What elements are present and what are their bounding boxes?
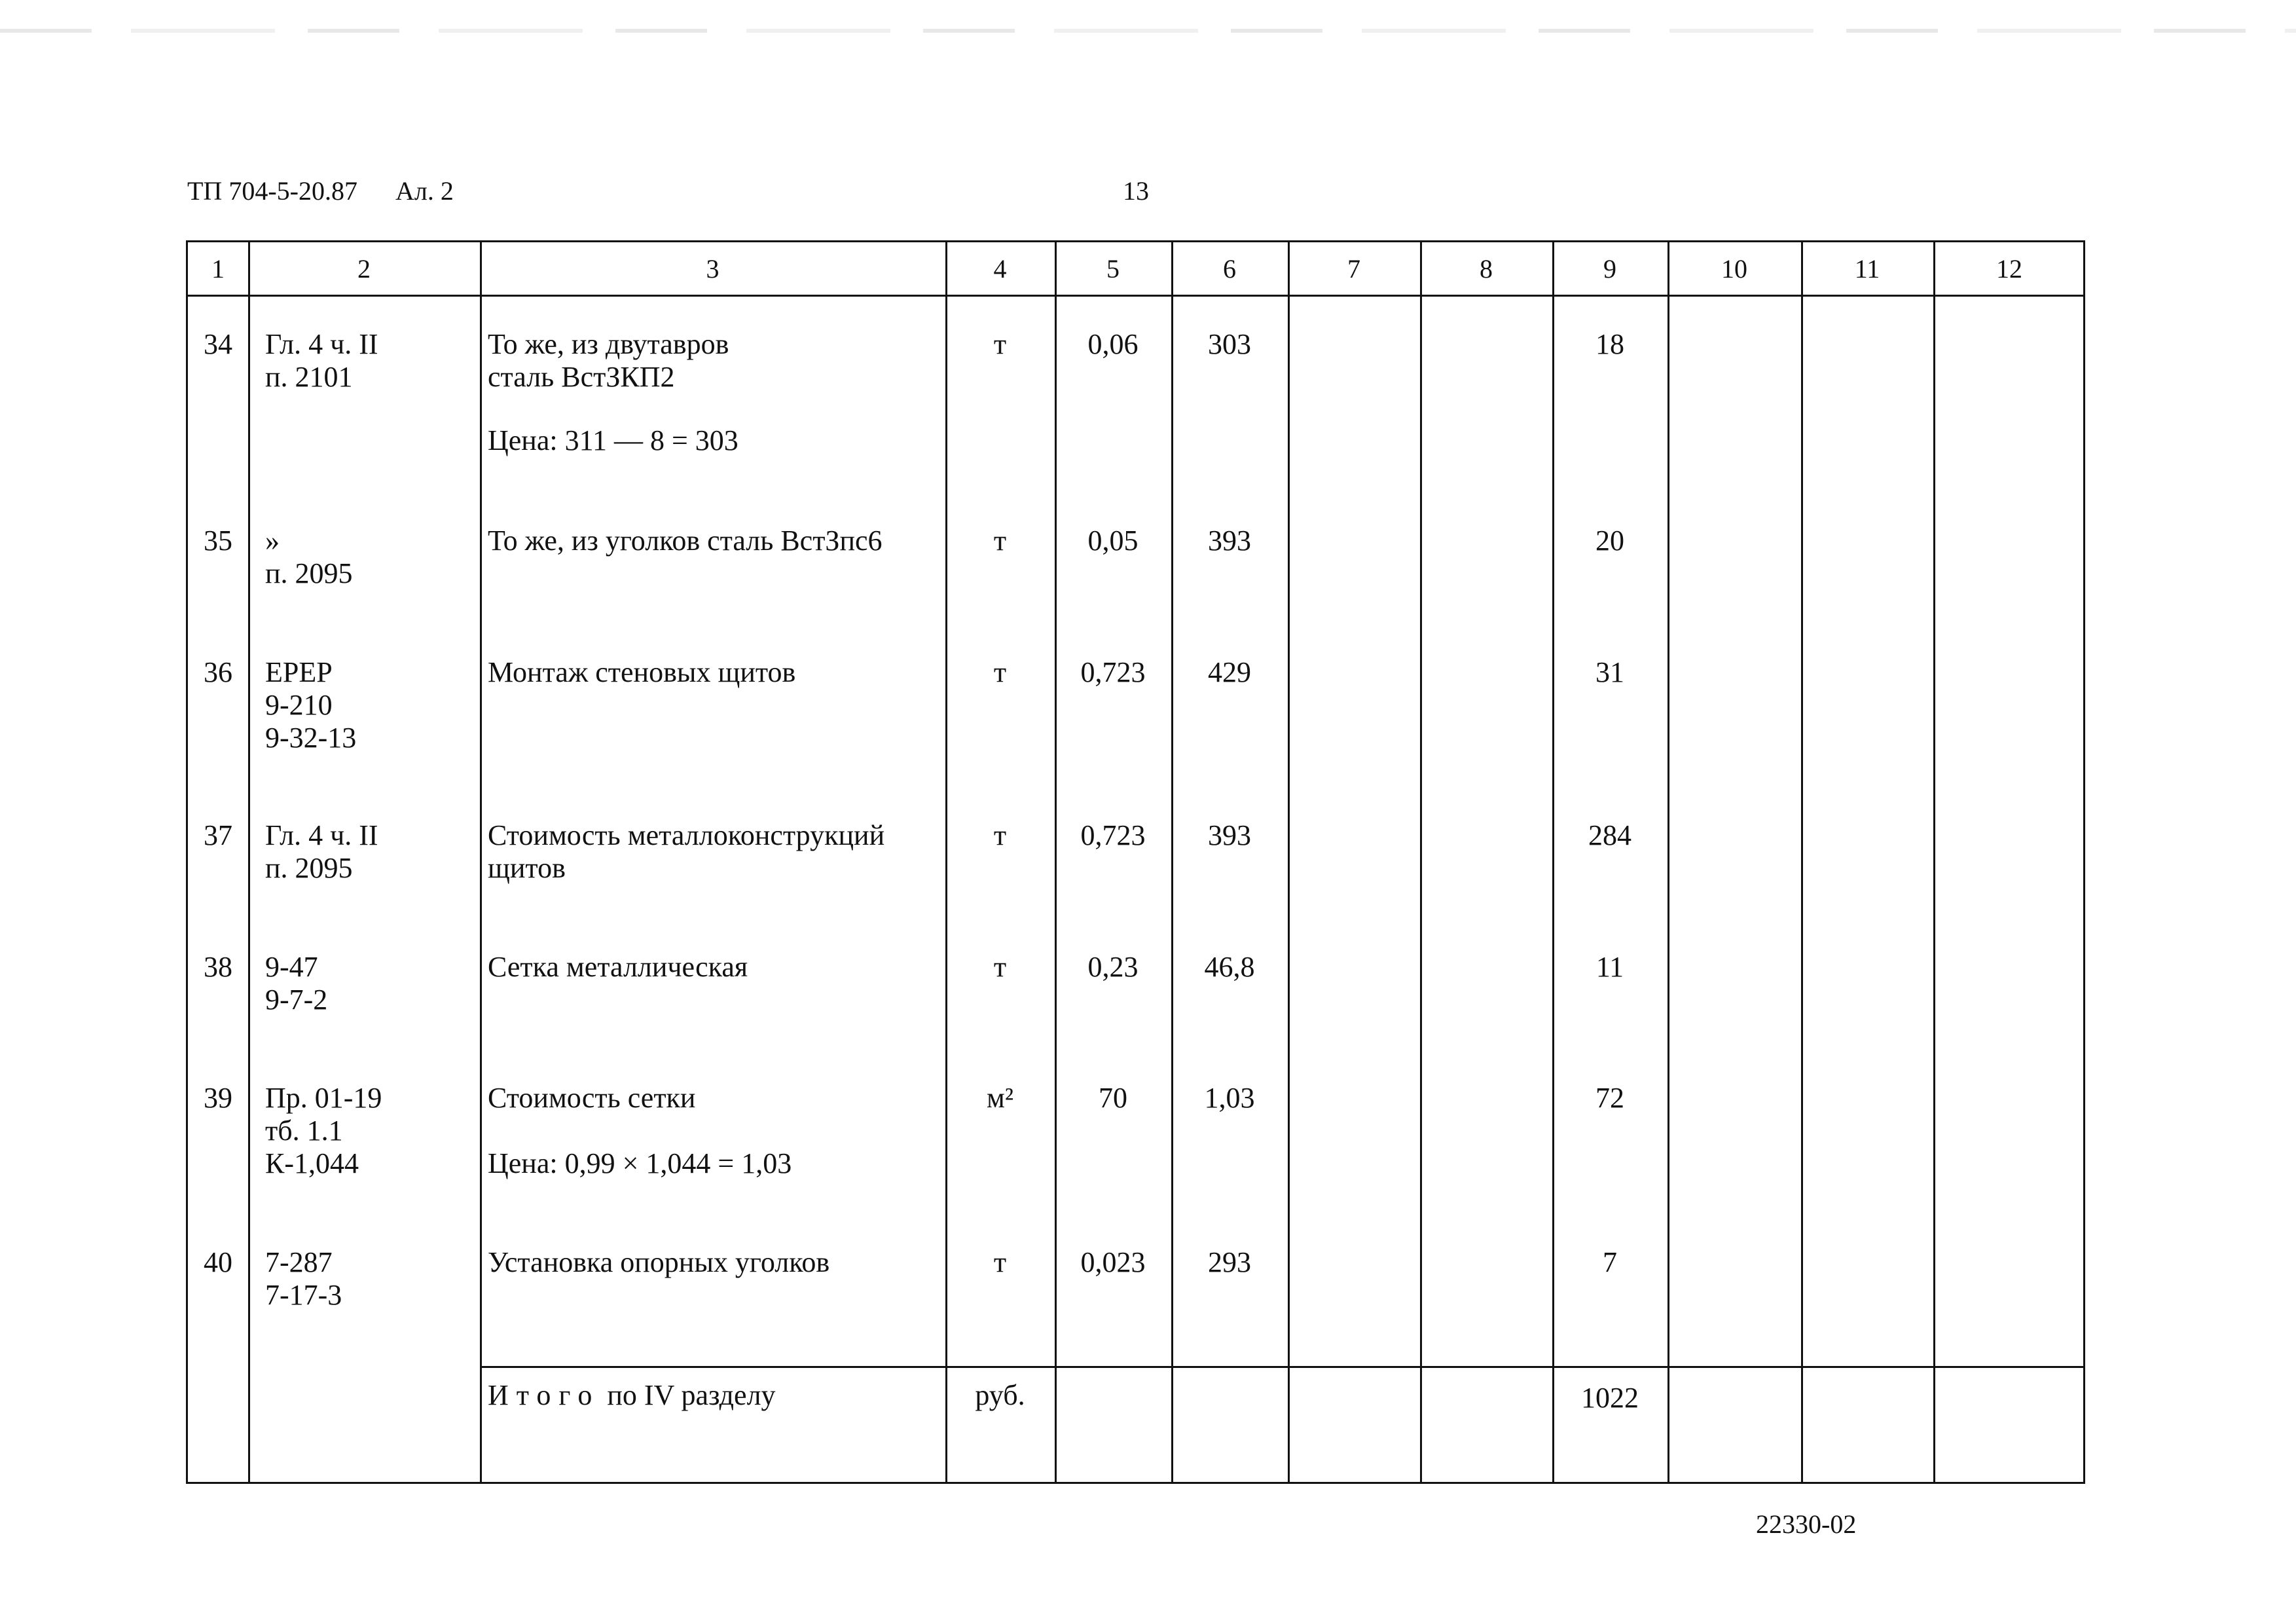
- total-divider: [480, 1366, 2083, 1368]
- description-cell: [488, 328, 729, 394]
- column-header: 5: [1106, 254, 1120, 284]
- reference-cell: [265, 819, 378, 885]
- row-number: 40: [204, 1246, 232, 1278]
- total-label-spaced: Итого: [488, 1379, 600, 1411]
- reference-line: Гл. 4 ч. II: [265, 328, 378, 360]
- page-number: 13: [1123, 176, 1149, 206]
- description-line: То же, из двутавров: [488, 328, 729, 360]
- total-cell: 20: [1595, 525, 1624, 557]
- unit-cell: т: [993, 525, 1007, 557]
- quantity-cell: 0,06: [1087, 328, 1139, 360]
- column-header: 4: [993, 254, 1007, 284]
- row-number: 34: [204, 328, 232, 360]
- unit-cell: м²: [986, 1082, 1014, 1114]
- col-divider: [1055, 242, 1057, 1482]
- unit-price-cell: 1,03: [1204, 1082, 1255, 1114]
- description-cell: [488, 951, 748, 984]
- reference-line: 9-210: [265, 689, 333, 721]
- unit-price-cell: 393: [1208, 819, 1251, 851]
- reference-line: п. 2101: [265, 361, 353, 393]
- footer-document-code: 22330-02: [1756, 1509, 1857, 1539]
- description-line: Стоимость сетки: [488, 1082, 696, 1114]
- description-line: Монтаж стеновых щитов: [488, 656, 796, 688]
- total-unit-cell: руб.: [975, 1379, 1025, 1411]
- col-divider: [1171, 242, 1173, 1482]
- price-note: Цена: 311 — 8 = 303: [488, 424, 738, 456]
- col-divider: [480, 242, 482, 1482]
- total-cell: 7: [1603, 1246, 1617, 1278]
- reference-line: 9-47: [265, 951, 318, 983]
- quantity-cell: 0,723: [1080, 656, 1146, 688]
- quantity-cell: 0,23: [1087, 951, 1139, 983]
- unit-cell: т: [993, 819, 1007, 851]
- quantity-cell: 70: [1099, 1082, 1127, 1114]
- description-line: Установка опорных уголков: [488, 1246, 830, 1278]
- column-header: 3: [706, 254, 720, 284]
- reference-line: п. 2095: [265, 852, 353, 884]
- description-cell: [488, 525, 883, 557]
- reference-line: 9-32-13: [265, 722, 357, 754]
- unit-price-cell: 393: [1208, 525, 1251, 557]
- unit-price-cell: 293: [1208, 1246, 1251, 1278]
- total-cell: 11: [1595, 951, 1624, 983]
- total-cell: 72: [1595, 1082, 1624, 1114]
- column-header: 8: [1480, 254, 1493, 284]
- reference-cell: [265, 1246, 342, 1312]
- unit-cell: т: [993, 951, 1007, 983]
- description-cell: [488, 1246, 829, 1279]
- unit-cell: т: [993, 656, 1007, 688]
- document-code: ТП 704-5-20.87: [187, 176, 357, 206]
- column-header: 12: [1996, 254, 2022, 284]
- total-cell: 31: [1595, 656, 1624, 688]
- row-number: 36: [204, 656, 232, 688]
- row-number: 38: [204, 951, 232, 983]
- header-divider: [188, 295, 2083, 297]
- column-header: 9: [1603, 254, 1616, 284]
- section-total-label: [488, 1379, 776, 1412]
- row-number: 35: [204, 525, 232, 557]
- column-header: 11: [1854, 254, 1880, 284]
- col-divider: [1288, 242, 1290, 1482]
- reference-line: 9-7-2: [265, 984, 328, 1016]
- reference-line: Гл. 4 ч. II: [265, 819, 378, 851]
- section-total-value: 1022: [1581, 1382, 1639, 1414]
- estimate-table: [186, 240, 2085, 1484]
- col-divider: [248, 242, 250, 1482]
- column-header: 10: [1721, 254, 1747, 284]
- description-line: сталь ВстЗКП2: [488, 361, 675, 393]
- description-line: Стоимость металлоконструкций: [488, 819, 885, 851]
- col-divider: [1667, 242, 1669, 1482]
- reference-line: ЕРЕР: [265, 656, 333, 688]
- row-number: 39: [204, 1082, 232, 1114]
- unit-cell: т: [993, 328, 1007, 360]
- reference-cell: [265, 1082, 382, 1180]
- reference-cell: [265, 656, 356, 754]
- unit-price-cell: 303: [1208, 328, 1251, 360]
- sheet-label: Ал. 2: [395, 176, 454, 206]
- reference-line: К-1,044: [265, 1147, 359, 1179]
- total-label-rest: по IV разделу: [607, 1379, 776, 1411]
- reference-line: »: [265, 525, 280, 557]
- column-header: 6: [1223, 254, 1236, 284]
- column-header: 2: [357, 254, 371, 284]
- reference-cell: [265, 951, 327, 1016]
- quantity-cell: 0,723: [1080, 819, 1146, 851]
- reference-line: 7-287: [265, 1246, 333, 1278]
- col-divider: [1420, 242, 1422, 1482]
- reference-line: 7-17-3: [265, 1279, 342, 1311]
- unit-price-cell: 46,8: [1204, 951, 1255, 983]
- description-cell: [488, 656, 795, 689]
- price-note: Цена: 0,99 × 1,044 = 1,03: [488, 1147, 792, 1179]
- unit-price-cell: 429: [1208, 656, 1251, 688]
- reference-cell: [265, 328, 378, 394]
- description-line: То же, из уголков сталь ВстЗпс6: [488, 525, 883, 557]
- reference-line: Пр. 01-19: [265, 1082, 382, 1114]
- reference-line: п. 2095: [265, 557, 353, 589]
- col-divider: [1933, 242, 1935, 1482]
- description-cell: [488, 1082, 695, 1115]
- description-line: Сетка металлическая: [488, 951, 748, 983]
- reference-cell: [265, 525, 353, 590]
- column-header: 7: [1347, 254, 1360, 284]
- quantity-cell: 0,05: [1087, 525, 1139, 557]
- quantity-cell: 0,023: [1080, 1246, 1146, 1278]
- reference-line: тб. 1.1: [265, 1115, 343, 1147]
- description-line: щитов: [488, 852, 566, 884]
- row-number: 37: [204, 819, 232, 851]
- unit-cell: т: [993, 1246, 1007, 1278]
- col-divider: [945, 242, 947, 1482]
- total-cell: 284: [1588, 819, 1631, 851]
- col-divider: [1552, 242, 1554, 1482]
- total-cell: 18: [1595, 328, 1624, 360]
- column-header: 1: [211, 254, 225, 284]
- scan-edge-noise: [0, 29, 2296, 33]
- description-cell: [488, 819, 884, 885]
- col-divider: [1801, 242, 1803, 1482]
